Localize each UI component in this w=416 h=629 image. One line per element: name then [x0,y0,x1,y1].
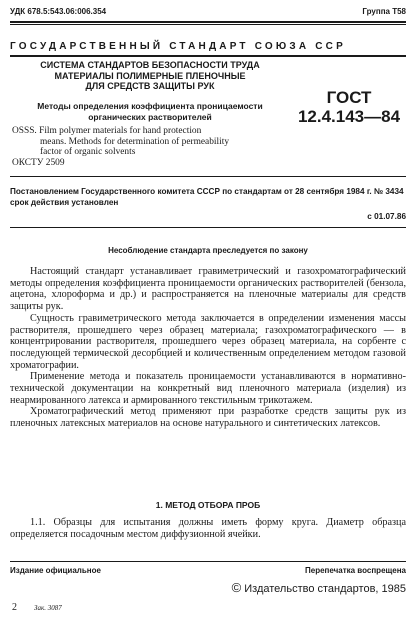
legal-notice: Несоблюдение стандарта преследуется по закону [108,246,308,255]
footer-rule [10,561,406,562]
methods-title [20,101,280,122]
official-edition: Издание официальное [10,566,101,575]
top-rule-thin [10,24,406,25]
group-code: Группа Т58 [362,7,406,16]
udk-code: УДК 678.5:543.06:006.354 [10,7,107,16]
state-standard-heading: ГОСУДАРСТВЕННЫЙ СТАНДАРТ СОЮЗА ССР [10,41,346,52]
title-ru-line: СИСТЕМА СТАНДАРТОВ БЕЗОПАСНОСТИ ТРУДА [40,60,260,70]
reprint-notice: Перепечатка воспрещена [305,566,406,575]
decree-text: Постановлением Государственного комитета СССР по стандартам от 28 сентября 1984 г. № 3434 срок действия установлен [10,187,404,207]
section-heading: 1. МЕТОД ОТБОРА ПРОБ [155,500,261,510]
copyright-icon: © [231,580,242,595]
order-number: Зак. 3087 [34,604,62,612]
paragraph: 1.1. Образцы для испытания должны иметь форму круга. Диаметр образца определяется посадочным местом диффузионной ячейки. [10,517,406,540]
heading-rule [10,55,406,57]
gost-designation [292,88,406,126]
paragraph: Применение метода и показатель проницаемости устанавливаются в нормативно-технической документации на конкретный вид пленочного материала (изделия) из неармированного латекса и армированного текстильным трикотажем. [10,371,406,406]
paragraph: Настоящий стандарт устанавливает гравиметрический и газохроматографический методы определения коэффициента проницаемости органических растворителей (бензола, ацетона, хлороформа и др.) и распространяется на пленочные материалы для средств защиты рук. [10,266,406,313]
title-en-line: OSSS. Film polymer materials for hand protection [12,126,202,136]
okstu-code: ОКСТУ 2509 [12,158,65,168]
decree-rule [10,227,406,228]
methods-line: Методы определения коэффициента проницаемости [37,101,263,111]
title-ru-line: МАТЕРИАЛЫ ПОЛИМЕРНЫЕ ПЛЕНОЧНЫЕ [54,70,246,81]
standard-title-ru [20,60,280,92]
gost-number: 12.4.143—84 [297,107,401,126]
effective-date: с 01.07.86 [367,212,406,221]
copyright [232,580,406,595]
title-ru-line: ДЛЯ СРЕДСТВ ЗАЩИТЫ РУК [85,81,215,91]
methods-line: органических растворителей [88,111,212,122]
gost-label: ГОСТ [326,88,372,107]
paragraph: Хроматографический метод применяют при разработке средств защиты рук из пленочных латексных материалов на основе натурального и синтетических латексов. [10,406,406,430]
title-bottom-rule [10,176,406,177]
paragraph: Сущность гравиметрического метода заключается в определении изменения массы растворителя, прошедшего через образец материала; газохроматографического — в концентрировании растворителя, прошедшего через образец материала, на сорбенте с последующей термической десорбцией и количественным определением методом газовой хроматографии. [10,312,406,371]
standard-title-en [12,126,292,158]
title-en-line: factor of organic solvents [40,147,136,157]
section-text [10,517,406,540]
body-text [10,266,406,430]
page-number: 2 [12,602,17,613]
copyright-text: Издательство стандартов, 1985 [244,583,406,595]
top-rule [10,21,406,23]
title-en-line: means. Methods for determination of permeability [40,136,230,147]
